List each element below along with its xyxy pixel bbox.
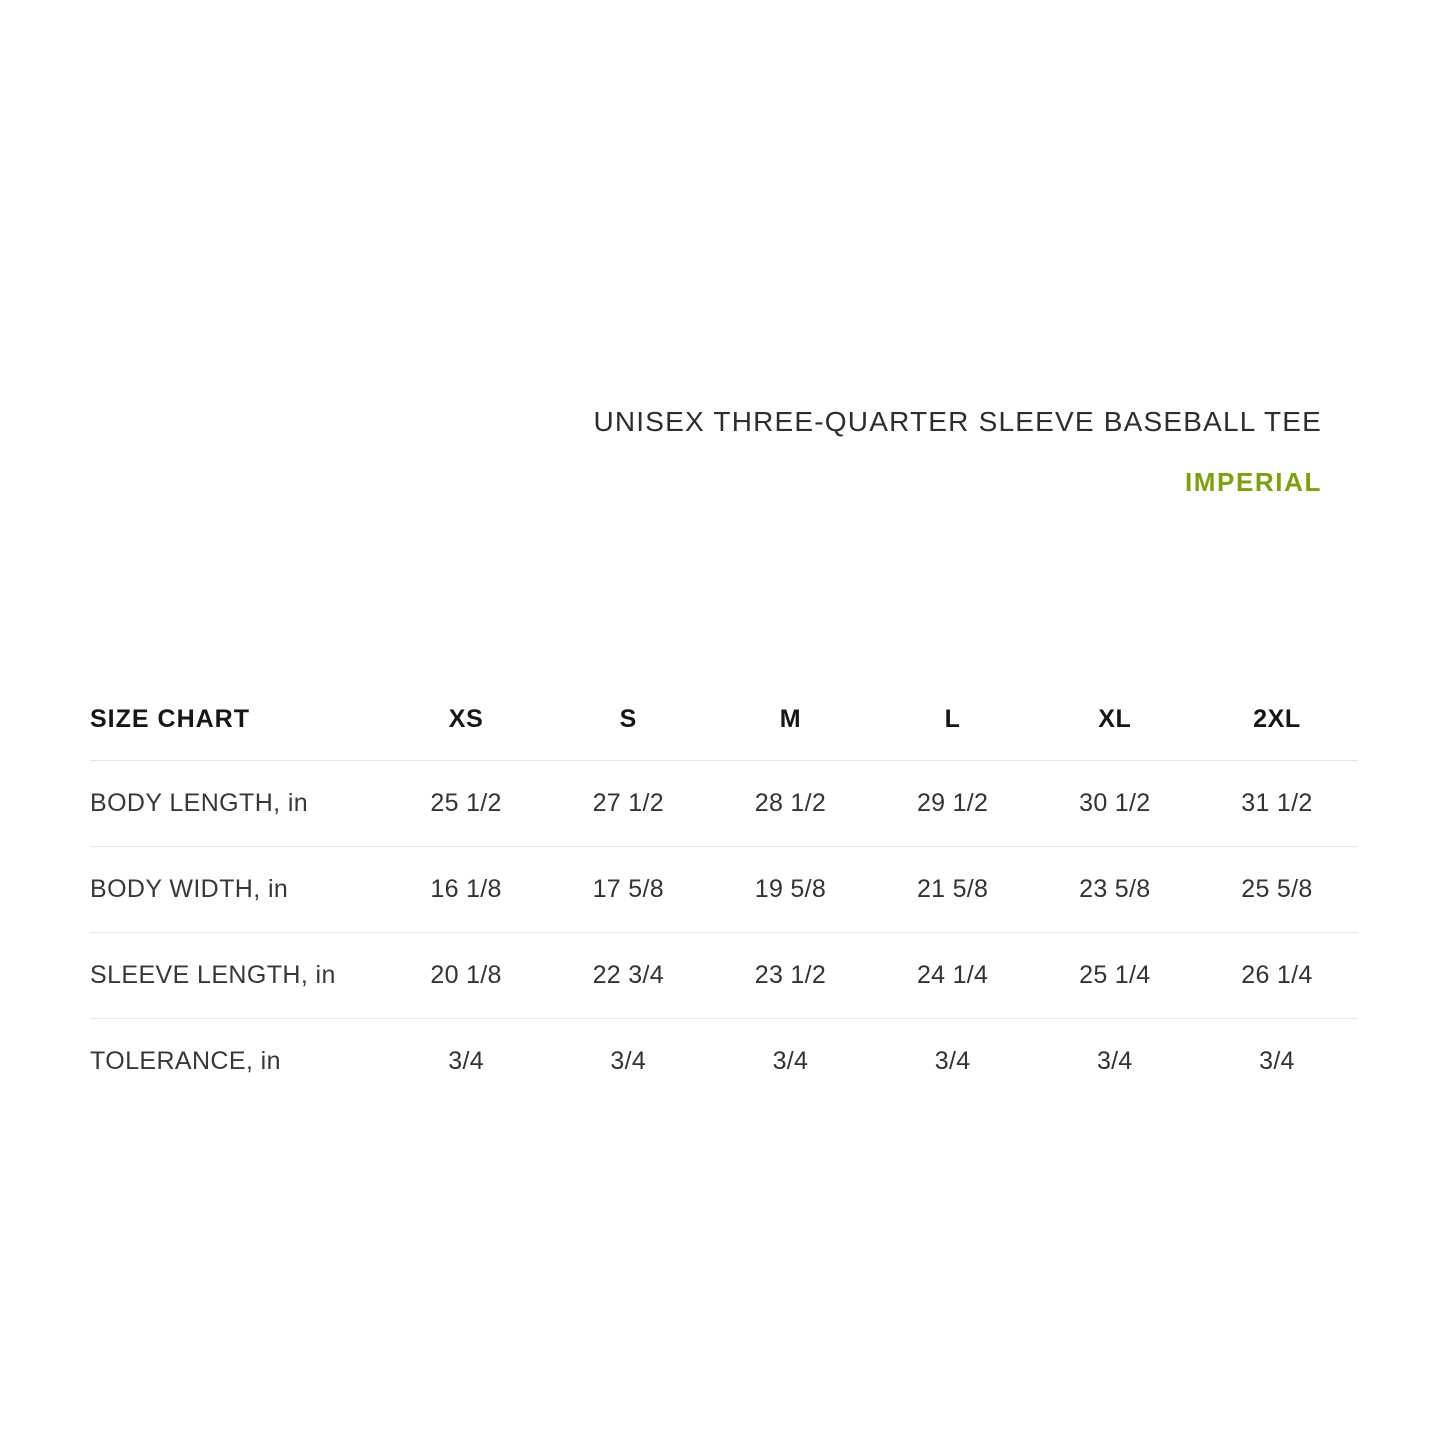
chart-header bbox=[593, 408, 1322, 495]
table-cell: 22 3/4 bbox=[592, 961, 664, 989]
table-cell: 30 1/2 bbox=[1079, 789, 1151, 817]
table-row-sleeve-length bbox=[90, 933, 1358, 1019]
units-label: IMPERIAL bbox=[1184, 467, 1322, 497]
row-label: TOLERANCE, in bbox=[90, 1047, 281, 1075]
row-label: SLEEVE LENGTH, in bbox=[90, 961, 336, 989]
table-cell: 25 5/8 bbox=[1241, 875, 1313, 903]
column-header-l: L bbox=[944, 705, 961, 733]
table-cell: 25 1/2 bbox=[430, 789, 502, 817]
table-cell: 3/4 bbox=[1259, 1047, 1295, 1075]
table-cell: 3/4 bbox=[448, 1047, 484, 1075]
table-cell: 28 1/2 bbox=[754, 789, 827, 817]
table-cell: 19 5/8 bbox=[754, 875, 827, 903]
table-cell: 3/4 bbox=[1096, 1047, 1133, 1075]
size-chart-table bbox=[90, 679, 1358, 1104]
table-cell: 23 1/2 bbox=[754, 961, 827, 989]
table-cell: 21 5/8 bbox=[916, 875, 989, 903]
table-cell: 27 1/2 bbox=[592, 789, 664, 817]
table-header-row bbox=[90, 679, 1358, 761]
table-cell: 24 1/4 bbox=[916, 961, 989, 989]
column-header-2xl: 2XL bbox=[1253, 705, 1301, 733]
table-row-tolerance bbox=[90, 1019, 1358, 1104]
table-corner-header: SIZE CHART bbox=[90, 705, 250, 733]
table-cell: 3/4 bbox=[934, 1047, 971, 1075]
table-cell: 26 1/4 bbox=[1241, 961, 1313, 989]
row-label: BODY LENGTH, in bbox=[90, 789, 309, 817]
table-cell: 20 1/8 bbox=[430, 961, 502, 989]
table-cell: 25 1/4 bbox=[1079, 961, 1151, 989]
column-header-s: S bbox=[619, 705, 637, 733]
table-cell: 31 1/2 bbox=[1241, 789, 1313, 817]
table-cell: 3/4 bbox=[610, 1047, 647, 1075]
table-cell: 3/4 bbox=[772, 1047, 809, 1075]
table-cell: 17 5/8 bbox=[592, 875, 664, 903]
page-title: UNISEX THREE-QUARTER SLEEVE BASEBALL TEE bbox=[593, 406, 1322, 437]
column-header-m: M bbox=[779, 705, 802, 733]
column-header-xs: XS bbox=[448, 705, 484, 733]
table-cell: 29 1/2 bbox=[916, 789, 989, 817]
table-cell: 16 1/8 bbox=[430, 875, 502, 903]
table-cell: 23 5/8 bbox=[1079, 875, 1151, 903]
table-row-body-width bbox=[90, 847, 1358, 933]
column-header-xl: XL bbox=[1098, 705, 1132, 733]
table-row-body-length bbox=[90, 761, 1358, 847]
row-label: BODY WIDTH, in bbox=[90, 875, 289, 903]
